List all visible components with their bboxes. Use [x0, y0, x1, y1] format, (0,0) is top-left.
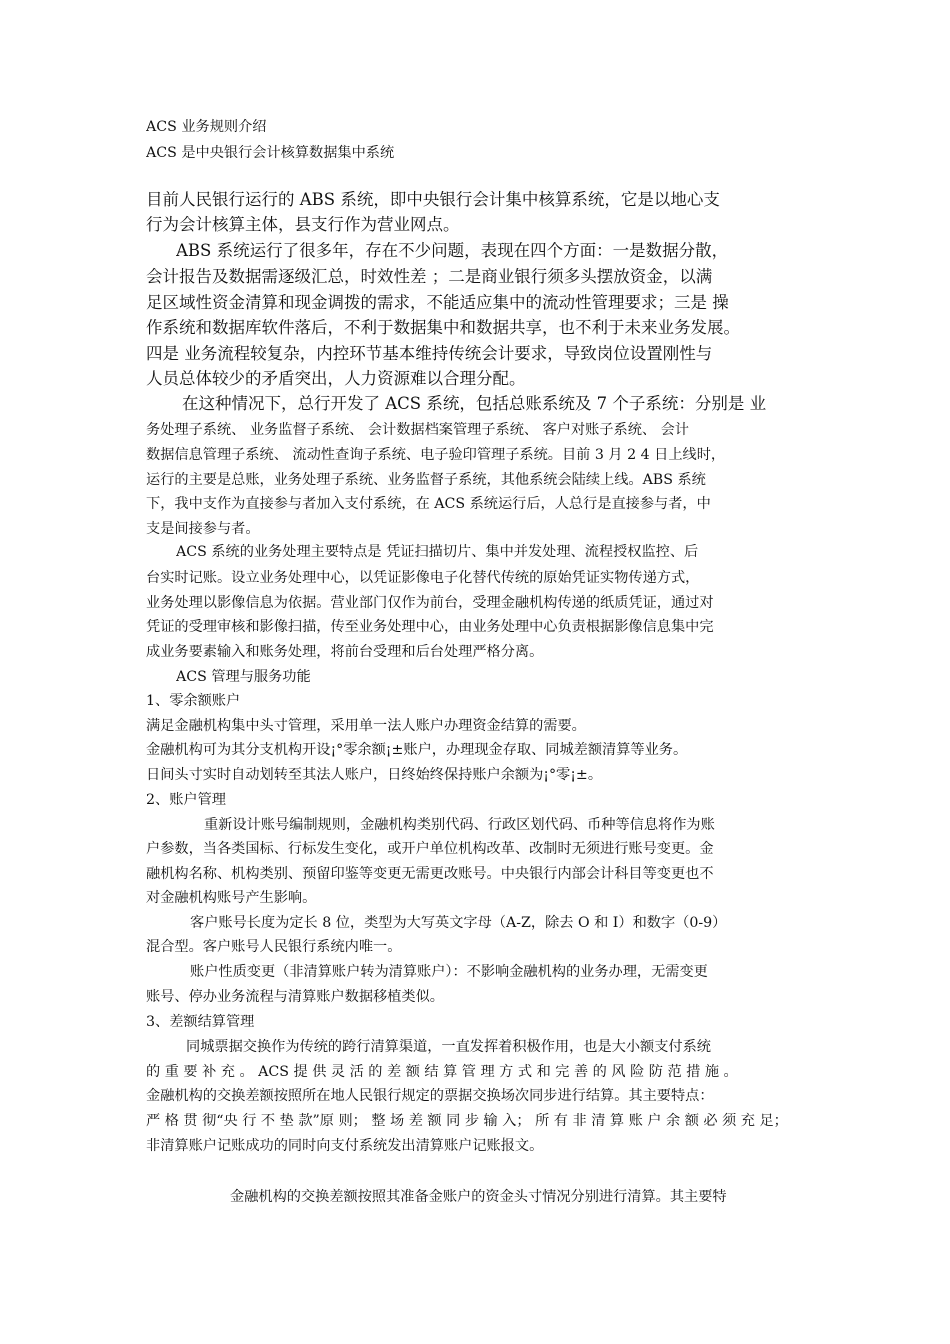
- paragraph-line: 凭证的受理审核和影像扫描，传至业务处理中心，由业务处理中心负责根据影像信息集中完: [146, 619, 714, 635]
- paragraph-line: 混合型。客户账号人民银行系统内唯一。: [146, 939, 402, 955]
- paragraph-line: 目前人民银行运行的 ABS 系统，即中央银行会计集中核算系统，它是以地心支: [146, 190, 720, 209]
- section-heading: 3、差额结算管理: [146, 1014, 255, 1030]
- paragraph-line: 足区域性资金清算和现金调拨的需求，不能适应集中的流动性管理要求；三是 操: [146, 293, 729, 312]
- section-heading: 2、账户管理: [146, 792, 226, 808]
- paragraph-line: 客户账号长度为定长 8 位，类型为大写英文字母（A-Z，除去 O 和 I）和数字（0-9）: [190, 915, 727, 931]
- paragraph-line: 台实时记账。设立业务处理中心，以凭证影像电子化替代传统的原始凭证实物传递方式，: [146, 570, 700, 586]
- paragraph-line: 下，我中支作为直接参与者加入支付系统，在 ACS 系统运行后，人总行是直接参与者，中: [146, 496, 711, 512]
- section-heading: ACS 管理与服务功能: [176, 669, 311, 685]
- paragraph-line: 日间头寸实时自动划转至其法人账户，日终始终保持账户余额为¡°零¡±。: [146, 767, 603, 783]
- paragraph-line: 四是 业务流程较复杂，内控环节基本维持传统会计要求，导致岗位设置刚性与: [146, 344, 713, 363]
- paragraph-line: 业务处理以影像信息为依据。营业部门仅作为前台，受理金融机构传递的纸质凭证，通过对: [146, 595, 714, 611]
- paragraph-line: 金融机构的交换差额按照其准备金账户的资金头寸情况分别进行清算。其主要特: [230, 1189, 727, 1205]
- paragraph-line: 账户性质变更（非清算账户转为清算账户）：不影响金融机构的业务办理，无需变更: [190, 964, 708, 980]
- paragraph-line: 成业务要素输入和账务处理，将前台受理和后台处理严格分离。: [146, 644, 544, 660]
- paragraph-line: 的 重 要 补 充 。 ACS 提 供 灵 活 的 差 额 结 算 管 理 方 式 和 完 善 的 风 险 防 范 措 施 。: [146, 1064, 738, 1080]
- paragraph-line: 对金融机构账号产生影响。: [146, 890, 317, 906]
- paragraph-line: 人员总体较少的矛盾突出，人力资源难以合理分配。: [146, 369, 526, 388]
- section-heading: 1、零余额账户: [146, 693, 241, 709]
- paragraph-line: ACS 系统的业务处理主要特点是 凭证扫描切片、集中并发处理、流程授权监控、后: [176, 544, 699, 560]
- doc-title: ACS 业务规则介绍: [146, 119, 267, 135]
- paragraph-line: 数据信息管理子系统、 流动性查询子系统、电子验印管理子系统。目前 3 月 2 4 日上线时，: [146, 447, 726, 463]
- paragraph-line: 务处理子系统、 业务监督子系统、 会计数据档案管理子系统、 客户对账子系统、 会计: [146, 422, 689, 438]
- paragraph-line: 行为会计核算主体，县支行作为营业网点。: [146, 215, 460, 234]
- paragraph-line: ABS 系统运行了很多年，存在不少问题，表现在四个方面：一是数据分散，: [176, 241, 729, 260]
- paragraph-line: 账号、停办业务流程与清算账户数据移植类似。: [146, 989, 444, 1005]
- paragraph-line: 同城票据交换作为传统的跨行清算渠道，一直发挥着积极作用，也是大小额支付系统: [186, 1039, 711, 1055]
- paragraph-line: 会计报告及数据需逐级汇总，时效性差 ；二是商业银行须多头摆放资金，以满: [146, 267, 713, 286]
- paragraph-line: 在这种情况下，总行开发了 ACS 系统，包括总账系统及 7 个子系统：分别是 业: [182, 394, 767, 413]
- doc-subtitle: ACS 是中央银行会计核算数据集中系统: [146, 145, 395, 161]
- paragraph-line: 户参数，当各类国标、行标发生变化，或开户单位机构改革、改制时无须进行账号变更。金: [146, 841, 714, 857]
- paragraph-line: 重新设计账号编制规则，金融机构类别代码、行政区划代码、币种等信息将作为账: [204, 817, 715, 833]
- paragraph-line: 支是间接参与者。: [146, 521, 260, 537]
- paragraph-line: 金融机构可为其分支机构开设¡°零余额¡±账户，办理现金存取、同城差额清算等业务。: [146, 742, 688, 758]
- paragraph-line: 作系统和数据库软件落后，不利于数据集中和数据共享，也不利于未来业务发展。: [146, 318, 740, 337]
- paragraph-line: 运行的主要是总账，业务处理子系统、业务监督子系统，其他系统会陆续上线。ABS 系统: [146, 472, 706, 488]
- paragraph-line: 严 格 贯 彻“央 行 不 垫 款”原 则； 整 场 差 额 同 步 输 入； 所 有 非 清 算 账 户 余 额 必 须 充 足；: [146, 1113, 788, 1129]
- paragraph-line: 满足金融机构集中头寸管理，采用单一法人账户办理资金结算的需要。: [146, 718, 586, 734]
- paragraph-line: 融机构名称、机构类别、预留印鉴等变更无需更改账号。中央银行内部会计科目等变更也不: [146, 866, 714, 882]
- paragraph-line: 金融机构的交换差额按照所在地人民银行规定的票据交换场次同步进行结算。其主要特点：: [146, 1088, 714, 1104]
- paragraph-line: 非清算账户记账成功的同时向支付系统发出清算账户记账报文。: [146, 1138, 544, 1154]
